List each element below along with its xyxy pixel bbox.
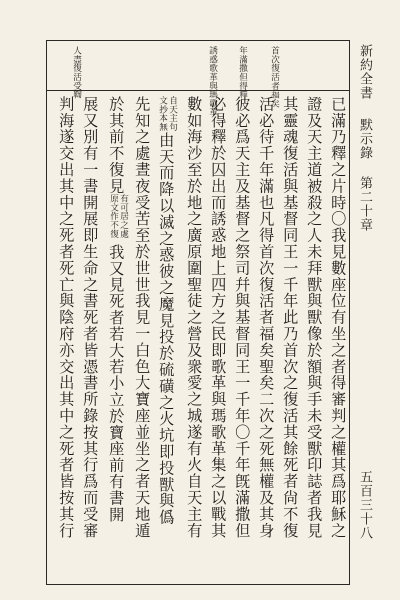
text-run: 於其前不復見 xyxy=(107,96,126,195)
top-border-line xyxy=(46,40,350,41)
top-note: 首次復活者福矣 xyxy=(269,46,280,108)
inline-note: 原文作不復 xyxy=(108,194,119,238)
text-column-with-note xyxy=(108,96,132,576)
text-column: 活必待千年滿也凡得首次復活者福矣聖矣二次之死無權及其身 xyxy=(257,96,276,539)
bottom-border-line xyxy=(46,584,350,585)
page-number: 五百三十八 xyxy=(357,470,372,540)
book-title: 新約全書 xyxy=(357,44,372,100)
top-note: 年滿撒但得釋 xyxy=(237,46,248,99)
left-margin-line xyxy=(46,40,47,585)
top-note: 誘惑歌革與瑪歌革 xyxy=(207,46,218,117)
inline-note: 自天主句 xyxy=(167,96,178,132)
inline-note: 有可居之處 xyxy=(118,194,129,238)
top-note: 人盡復活受鞫 xyxy=(71,46,82,99)
inline-note: 文抄本無 xyxy=(157,96,168,132)
text-column: 必得釋於囚出而誘惑地上四方之民即歌革與瑪歌革集之以戰其 xyxy=(209,96,228,539)
chapter-heading: 默示錄 第二十章 xyxy=(357,118,372,232)
text-column: 數如海沙至於地之廣原圍聖徒之營及衆愛之城遂有火自天主有 xyxy=(185,96,204,539)
text-run: 由天而降以滅之惑彼之魔見投於硫磺之火坑即投獸與僞 xyxy=(157,132,176,526)
text-column: 判海遂交出其中之死者死亡與陰府亦交出其中之死者皆按其行 xyxy=(57,96,76,539)
note-band-divider xyxy=(46,90,350,91)
text-column: 已滿乃釋之片時〇我見數座位有坐之者得審判之權其爲耶穌之 xyxy=(329,96,348,539)
text-column: 其靈魂復活與基督同王一千年此乃首次之復活其餘死者尙不復 xyxy=(281,96,300,539)
text-column: 證及天主道被殺之人未拜獸與獸像於額與手未受獸印誌者我見 xyxy=(305,96,324,539)
text-run: 我又見死者若大若小立於寶座前有書開 xyxy=(107,244,126,523)
text-column-with-note xyxy=(158,96,182,576)
text-column: 展又別有一書開展即生命之書死者皆憑書所錄按其行爲而受審 xyxy=(81,96,100,539)
text-column: 彼必爲天主及基督之祭司幷與基督同王一千年〇千年旣滿撒但 xyxy=(233,96,252,539)
text-column: 先知之處晝夜受苦至於世世我見一白色大寶座並坐之者天地遁 xyxy=(133,96,152,539)
header-divider-line xyxy=(349,40,350,585)
